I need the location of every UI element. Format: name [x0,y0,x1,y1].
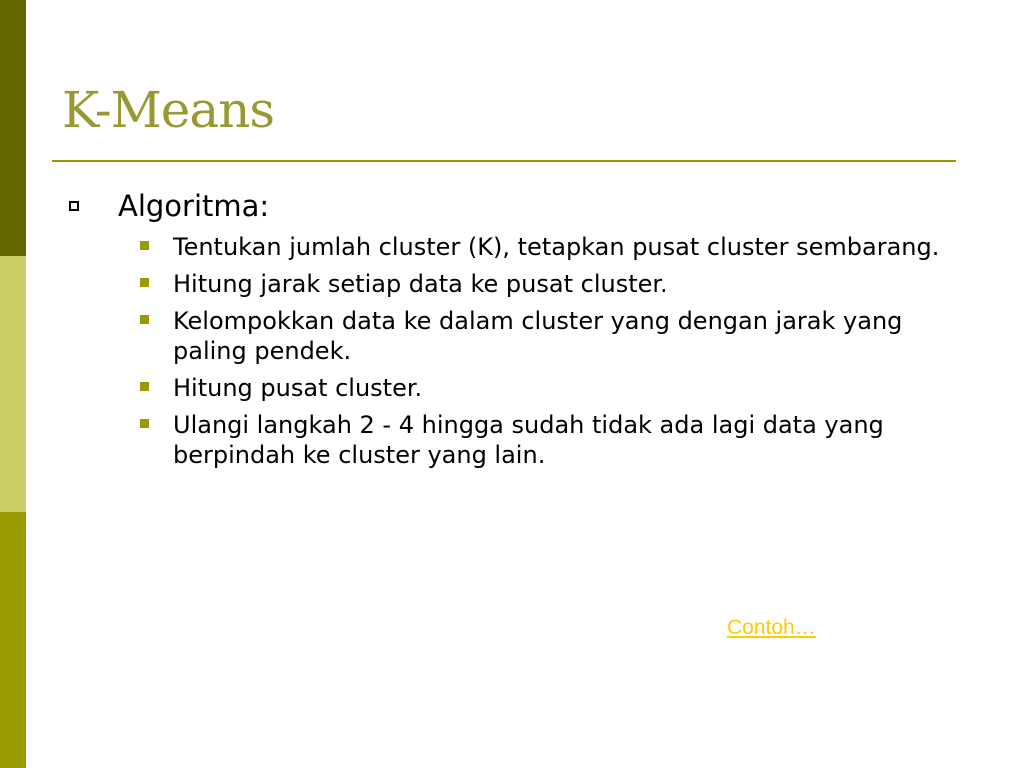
list-item [62,306,963,366]
side-bar-middle [0,256,26,512]
list-item [62,410,963,470]
list-item [62,373,963,403]
square-bullet-icon [140,382,149,391]
side-bar-bottom [0,512,26,768]
square-bullet-icon [140,278,149,287]
hollow-square-bullet-icon [69,201,79,211]
slide-title: K-Means [62,81,275,139]
square-bullet-icon [140,241,149,250]
title-divider [52,160,956,162]
bullet-level-1 [62,186,962,226]
slide-content [62,186,962,477]
step-text: Tentukan jumlah cluster (K), tetapkan pusat cluster sembarang. [173,233,940,261]
square-bullet-icon [140,315,149,324]
list-item [62,232,963,262]
step-text: Kelompokkan data ke dalam cluster yang dengan jarak yang paling pendek. [173,307,903,365]
step-text: Ulangi langkah 2 - 4 hingga sudah tidak ada lagi data yang berpindah ke cluster yang lain. [173,411,884,469]
step-list [62,232,962,470]
step-text: Hitung pusat cluster. [173,374,423,402]
list-item [62,269,963,299]
square-bullet-icon [140,419,149,428]
side-bar-top [0,0,26,256]
algorithm-heading: Algoritma: [118,189,270,223]
step-text: Hitung jarak setiap data ke pusat cluster. [173,270,668,298]
example-link[interactable]: Contoh… [727,616,816,639]
